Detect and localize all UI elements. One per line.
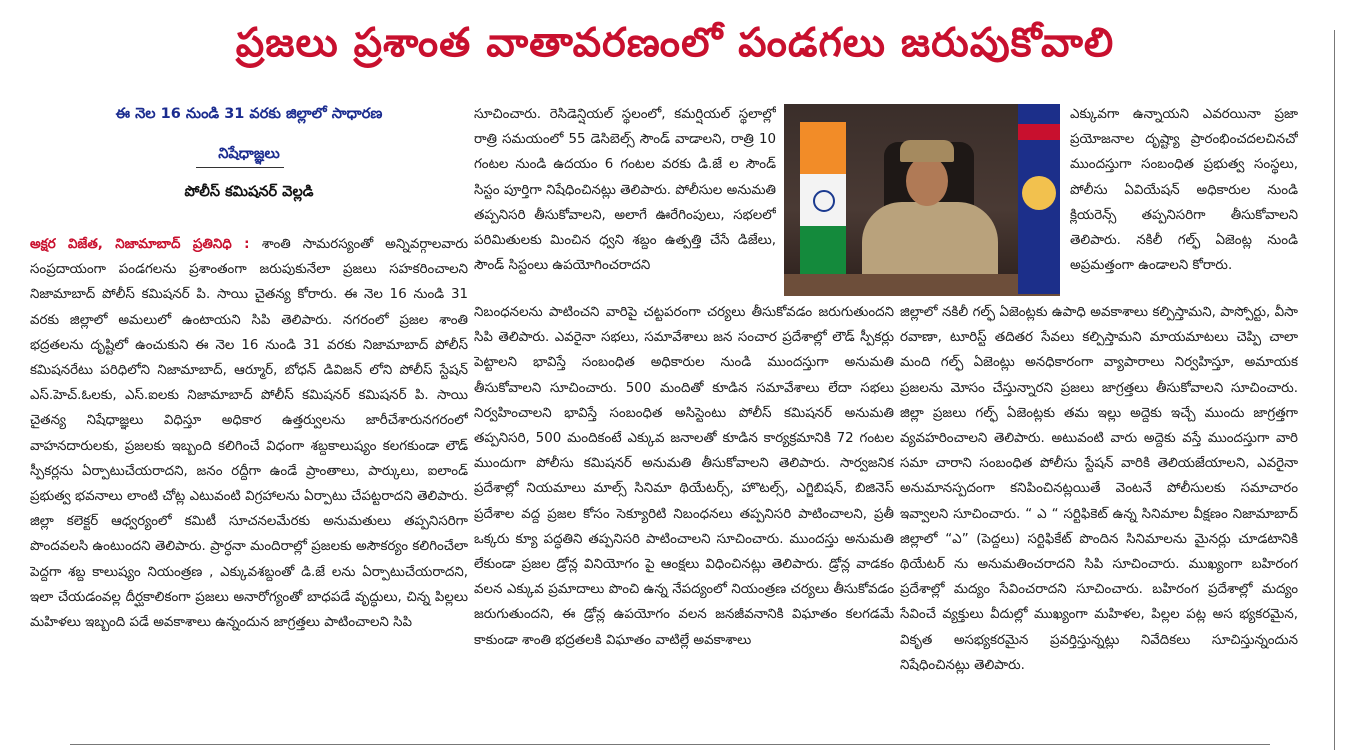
column-1-text: శాంతి సామరస్యంతో అన్నివర్గాలవారు సంప్రదాయంగా పండగలను ప్రశాంతంగా జరుపుకునేలా ప్రజలు సహకరించాలని నిజామాబాద్ పోలీస్ కమిషనర్ పి. సాయి చైతన్య కోరారు. ఈ నెల 16 నుండి 31 వరకు జిల్లాలో అమలులో ఉంటాయని సిపి తెలిపారు. నగరంలో ప్రజల శాంతి భద్రతలను దృష్టిలో ఉంచుకుని ఈ నెల 16 నుండి 31 వరకు నిజామాబాద్ పోలీస్ కమిషనరేటు పరిధిలోని నిజామాబాద్, ఆర్మూర్, బోధన్ డివిజన్ లోని పోలీస్ స్టేషన్ ఎస్.హెచ్.ఓలకు, ఎస్.ఐలకు నిజామాబాద్ పోలీస్ కమిషనర్ కమిషనర్ పి. సాయి చైతన్య నిషేధాజ్ఞలు విధిస్తూ అధికార ఉత్తర్వులను జారీచేశారునగరంలో వాహనదారులకు, ప్రజలకు ఇబ్బంది కలిగించే విధంగా శబ్దకాలుష్యం కలగకుండా లౌడ్ స్పీకర్లను ఏర్పాటుచేయరాదని, జనం రద్దీగా ఉండే ప్రాంతాలు, పార్కులు, ఐలాండ్ ప్రభుత్వ భవనాలు లాంటి చోట్ల ఎటువంటి విగ్రహాలను ఏర్పాటు చేపట్టరాదని తెలిపారు. జిల్లా కలెక్టర్ ఆధ్వర్యంలో కమిటీ సూచనలమేరకు అనుమతులు తప్పనిసరిగా పొందవలసి ఉంటుందని తెలిపారు. ప్రార్ధనా మందిరాల్లో ప్రజలకు అసౌకర్యం కలిగించేలా పెద్దగా శబ్ద కాలుష్యం నియంత్రణ , ఎక్కువశబ్దంతో డి.జే లను ఏర్పాటుచేయరాదని, ఇలా చేయడంవల్ల దీర్ఘకాలికంగా ప్రజలు అనారోగ్యంతో బాధపడే వృద్ధులు, చిన్న పిల్లలు మహిళలు ఇబ్బంది పడే అవకాశాలు ఉన్నందున జాగ్రత్తలు పాటించాలని సిపి bbox=[30, 237, 468, 631]
column-3-top-text: ఎక్కువగా ఉన్నాయని ఎవరయినా ప్రజా ప్రయోజనాల దృష్ట్యా ప్రారంభించదలచినచో ముందస్తుగా సంబంధిత ప్రభుత్వ సంస్థలు, పోలీసు ఏవియేషన్ అధికారుల నుండి క్లియరెన్స్ తప్పనిసరిగా తీసుకోవాలని తెలిపారు. నకిలీ గల్ఫ్ ఏజెంట్ల నుండి అప్రమత్తంగా ఉండాలని కోరారు. bbox=[1070, 107, 1298, 274]
officer-cap bbox=[900, 140, 954, 162]
article-column-3-top bbox=[1070, 102, 1298, 298]
column-2-top-text: సూచించారు. రెసిడెన్షియల్ స్థలంలో, కమర్షియల్ స్థలాల్లో రాత్రి సమయంలో 55 డెసిబెల్స్ సౌండ్ వాడాలని, రాత్రి 10 గంటల నుండి ఉదయం 6 గంటల వరకు డి.జే ల సౌండ్ సిస్టం పూర్తిగా నిషేధించినట్లు తెలిపారు. పోలీసుల అనుమతి తప్పనిసరి తీసుకోవాలని, అలాగే ఊరేగింపులు, సభలలో పరిమితులకు మించిన ధ్వని శబ్దం ఉత్పత్తి చేసే డిజేలు, సౌండ్ సిస్టంలు ఉపయోగించరాదని bbox=[474, 107, 776, 274]
subhead-line-3: పోలీస్ కమిషనర్ వెల్లడి bbox=[184, 184, 314, 200]
page-bottom-rule bbox=[70, 744, 1270, 745]
byline: అక్షర విజేత, నిజామాబాద్ ప్రతినిధి : bbox=[30, 237, 262, 252]
indian-flag-icon bbox=[800, 122, 846, 278]
commissioner-photo bbox=[784, 104, 1060, 296]
article-column-2-top bbox=[474, 102, 776, 298]
subhead-line-2: నిషేధాజ్ఞలు bbox=[218, 146, 280, 162]
officer-head bbox=[906, 156, 948, 206]
subhead-line-1: ఈ నెల 16 నుండి 31 వరకు జిల్లాలో సాధారణ bbox=[115, 106, 383, 122]
police-flag-icon bbox=[1018, 104, 1060, 294]
column-2-bottom-text: నిబంధనలను పాటించని వారిపై చట్టపరంగా చర్యలు తీసుకోవడం జరుగుతుందని సిపి తెలిపారు. ఎవరైనా సభలు, సమావేశాలు జన సంచార ప్రదేశాల్లో లౌడ్ స్పీకర్లు పెట్టాలని భావిస్తే సంబంధిత అధికారుల నుండి ముందస్తుగా అనుమతి తీసుకోవాలని సూచించారు. 500 మందితో కూడిన సమావేశాలు లేదా సభలు నిర్వహించాలని భావిస్తే సంబంధిత అసిస్టెంటు పోలీస్ కమిషనర్ అనుమతి తప్పనిసరి, 500 మందికంటే ఎక్కువ జనాలతో కూడిన కార్యక్రమానికి 72 గంటల ముందుగా పోలీసు కమిషనర్ అనుమతి తీసుకోవాలని తెలిపారు. సార్వజనిక ప్రదేశాల్లో నియమాలు మాల్స్ సినిమా థియేటర్స్, హొటల్స్, ఎగ్జిబిషన్, బిజినెస్ ప్రదేశాల వద్ద ప్రజల కోసం సెక్యూరిటి నిబంధనలు తప్పనిసరి పాటించాలని, ప్రతీ ఒక్కరు క్యూ పద్ధతిని తప్పనిసరి పాటించాలని సూచించారు. ముందస్తు అనుమతి లేకుండా ప్రజల డ్రోన్ల వినియోగం పై ఆంక్షలు విధించినట్లు తెలిపారు. డ్రోన్ల వాడకం వలన ఎక్కువ ప్రమాదాలు పొంచి ఉన్న నేపద్యంలో నియంత్రణ చర్యలు తీసుకోవడం జరుగుతుందని, ఈ డ్రోన్ల ఉపయోగం వలన జనజీవనానికి విఘాతం కలగడమే కాకుండా శాంతి భద్రతలకి విఘాతం వాటిల్లే అవకాశాలు bbox=[474, 305, 894, 648]
headline: ప్రజలు ప్రశాంత వాతావరణంలో పండగలు జరుపుకోవాలి bbox=[235, 20, 1115, 66]
article-column-3-bottom bbox=[900, 300, 1298, 732]
article-column-1 bbox=[30, 232, 468, 732]
article-column-2-bottom bbox=[474, 300, 894, 732]
subhead-underline bbox=[196, 167, 284, 168]
column-3-bottom-text: జిల్లాలో నకిలీ గల్ఫ్ ఏజెంట్లకు ఉపాధి అవకాశాలు కల్పిస్తామని, పాస్పోర్టు, వీసా రవాణా, టూరిస్ట్ తదితర సేవలు కల్పిస్తామని మాయమాటలు చెప్పి చాలా మంది గల్ఫ్ ఏజెంట్లు అనధికారంగా వ్యాపారాలు నిర్వహిస్తూ, అమాయక ప్రజలను మోసం చేస్తున్నారని ప్రజలు జాగ్రత్తలు తీసుకోవాలని సూచించారు. జిల్లా ప్రజలు గల్ఫ్ ఏజెంట్లకు తమ ఇల్లు అద్దెకు ఇచ్చే ముందు జాగ్రత్తగా వ్యవహరించాలని తెలిపారు. అటువంటి వారు అద్దెకు వస్తే ముందస్తుగా వారి సమా చారాని సంబంధిత పోలీసు స్టేషన్ వారికి తెలియజేయాలని, ఎవరైనా అనుమానస్పదంగా కనిపించినట్లయితే వెంటనే పోలీసులకు సమాచారం ఇవ్వాలని సూచించారు. “ ఎ “ సర్టిఫికెట్ ఉన్న సినిమాల వీక్షణం నిజామాబాద్ జిల్లాలో “ఎ” (పెద్దలు) సర్టిఫికేట్ పొందిన సినిమాలను మైనర్లు చూడటానికి థియేటర్ ను అనుమతించరాదని సిపి సూచించారు. ముఖ్యంగా బహిరంగ ప్రదేశాల్లో మద్యం సేవించరాదని సూచించారు. బహిరంగ ప్రదేశాల్లో మద్యం సేవించే వ్యక్తులు వీదుల్లో ముఖ్యంగా మహిళల, పిల్లల పట్ల అస భ్యకరమైన, వికృత అసభ్యకరమైన ప్రవర్తిస్తున్నట్లు నివేదికలు సూచిస్తున్నందున నిషేధించినట్లు తెలిపారు. bbox=[900, 305, 1298, 673]
police-emblem-icon bbox=[1022, 176, 1056, 210]
column-rule-right bbox=[1334, 30, 1335, 750]
